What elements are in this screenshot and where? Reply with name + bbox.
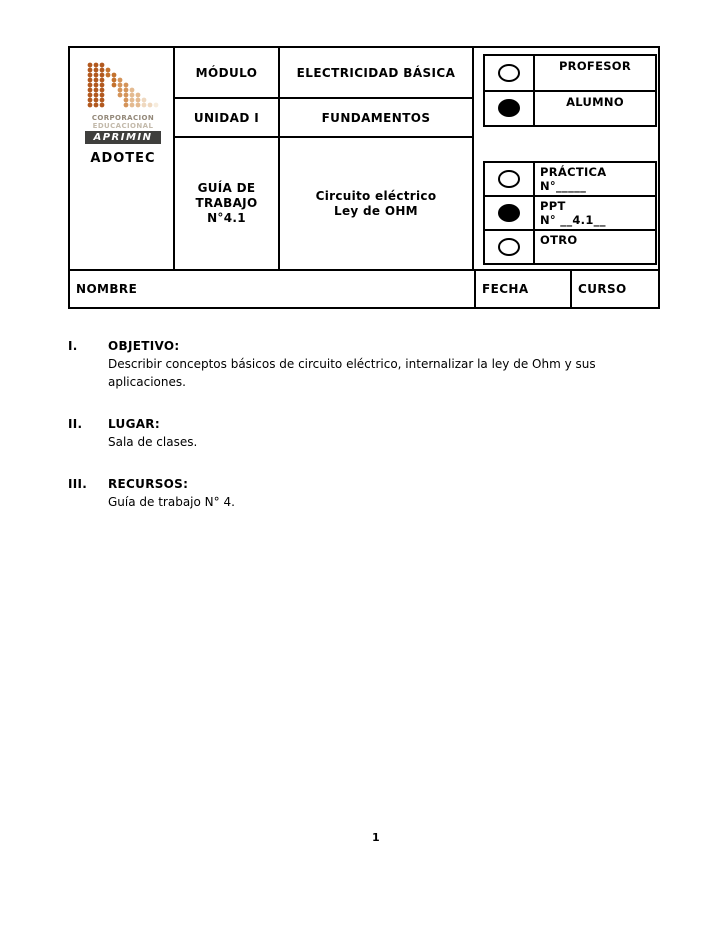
aprimin-dots-logo-icon [85,61,161,109]
section-title: OBJETIVO: [108,339,180,353]
section-numeral: III. [68,477,88,491]
page-number: 1 [372,831,380,844]
section-lugar [68,415,674,451]
tema-line: Ley de OHM [334,203,418,218]
org-name-line2: EDUCACIONAL [92,122,154,130]
doctype-number-line: N°_____ [540,179,587,193]
section-line: Guía de trabajo N° 4. [108,495,235,509]
radio-icon [498,99,520,117]
doctype-label-text: PRÁCTICA [540,165,607,179]
section-line: Sala de clases. [108,435,198,449]
audience-label: PROFESOR [558,59,632,73]
section-line: aplicaciones. [108,375,186,389]
radio-icon [498,204,520,222]
checkmarks-cell [474,48,658,269]
doctype-number-line: N° __4.1__ [540,213,606,227]
aprimin-logo-block [85,61,161,166]
radio-cell [485,56,535,90]
org-name-line1: CORPORACION [91,114,155,122]
section-content [108,337,596,391]
modulo-value-cell: ELECTRICIDAD BÁSICA [280,48,474,99]
org-name-box: APRIMIN [85,131,161,144]
body-sections [68,337,674,535]
logo-cell [70,48,175,269]
doctype-row-otro [485,229,655,263]
section-title: RECURSOS: [108,477,189,491]
doctype-subtable [483,161,657,265]
section-content [108,415,197,451]
tema-line: Circuito eléctrico [315,188,437,203]
guia-line: N°4.1 [207,211,246,225]
brand-name: ADOTEC [90,151,156,166]
doctype-label [535,231,655,263]
doctype-label [535,163,655,195]
audience-subtable [483,54,657,127]
radio-icon [498,170,520,188]
radio-cell [485,231,535,263]
radio-icon [498,64,520,82]
radio-cell [485,197,535,229]
curso-cell: CURSO [570,269,658,307]
doctype-row-ppt [485,195,655,229]
doctype-label-text: PPT [540,199,566,213]
guia-line: GUÍA DE [197,181,256,195]
section-title: LUGAR: [108,417,160,431]
doctype-row-practica [485,163,655,195]
unidad-value-cell: FUNDAMENTOS [280,99,474,138]
fecha-cell: FECHA [474,269,570,307]
doctype-label-text: OTRO [540,233,578,247]
guia-line: TRABAJO [195,196,258,210]
audience-row-alumno [485,90,655,126]
doctype-label [535,197,655,229]
section-recursos [68,475,674,511]
guia-label-cell [175,138,280,269]
section-objetivo [68,337,674,391]
nombre-cell: NOMBRE [70,269,474,307]
tema-cell [280,138,474,269]
section-content [108,475,235,511]
modulo-label-cell: MÓDULO [175,48,280,99]
section-line: Describir conceptos básicos de circuito eléctrico, internalizar la ley de Ohm y sus [108,357,596,371]
section-numeral: II. [68,417,83,431]
header-table [68,46,660,309]
audience-row-profesor [485,56,655,90]
radio-icon [498,238,520,256]
section-numeral: I. [68,339,78,353]
unidad-label-cell: UNIDAD I [175,99,280,138]
radio-cell [485,92,535,126]
audience-label: ALUMNO [566,94,624,109]
radio-cell [485,163,535,195]
